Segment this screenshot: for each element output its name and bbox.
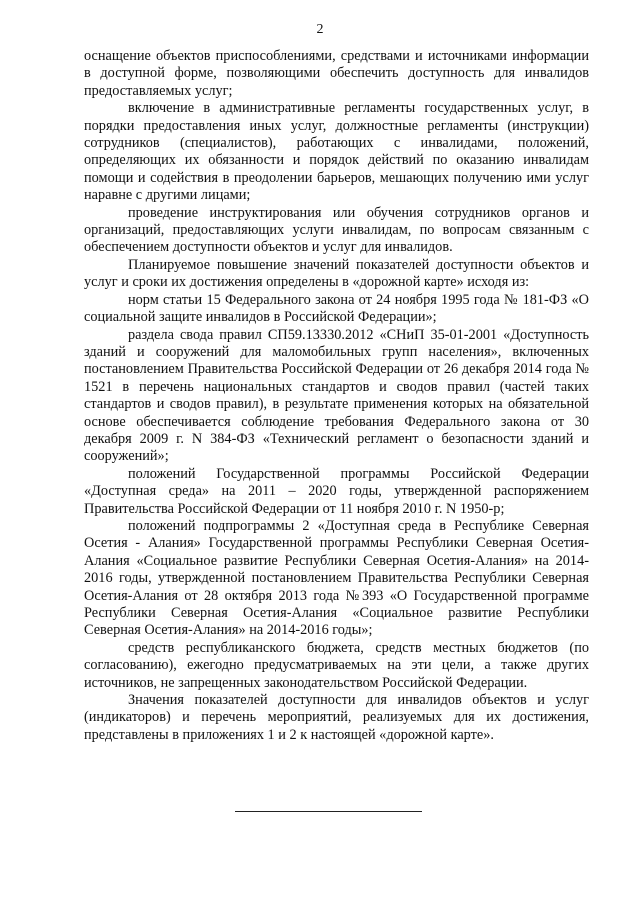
paragraph-building-code-sp59: раздела свода правил СП59.13330.2012 «СНиП 35-01-2001 «Доступность зданий и сооружений для маломобильных групп населения», включенных постановлением Правительства Российской Федерации от 26 декабря 2014 года № 1521 в перечень национальных стандартов и сводов правил (частей таких стандартов и сводов правил), в результате применения которых на обязательной основе обеспечивается соблюдение требования Федерального закона от 30 декабря 2009 г. N 384-ФЗ «Технический регламент о безопасности зданий и сооружений»; (84, 326, 589, 465)
paragraph-federal-law-181: норм статьи 15 Федерального закона от 24 ноября 1995 года № 181-ФЗ «О социальной защите инвалидов в Российской Федерации»; (84, 291, 589, 326)
paragraph-planned-increase: Планируемое повышение значений показателей доступности объектов и услуг и сроки их достижения определены в «дорожной карте» исходя из: (84, 256, 589, 291)
paragraph-appendices-reference: Значения показателей доступности для инвалидов объектов и услуг (индикаторов) и перечень мероприятий, реализуемых для их достижения, представлены в приложениях 1 и 2 к настоящей «дорожной карте». (84, 692, 589, 743)
closing-separator-line (235, 811, 422, 812)
page-number: 2 (316, 22, 324, 37)
paragraph-staff-training: проведение инструктирования или обучения сотрудников органов и организаций, предоставляющих услуги инвалидам, по вопросам связанным с обеспечением доступности объектов и услуг для инвалидов. (84, 204, 589, 256)
paragraph-admin-regulations: включение в административные регламенты государственных услуг, в порядки предоставления иных услуг, должностные регламенты (инструкции) сотрудников (специалистов), работающих с инвалидами, положений, определяющих их обязанности и порядок действий по оказанию инвалидам помощи и содействия в преодолении барьеров, мешающих получению ими услуг наравне с другими лицами; (84, 100, 589, 204)
paragraph-federal-program: положений Государственной программы Российской Федерации «Доступная среда» на 2011 – 2020 годы, утвержденной распоряжением Правительства Российской Федерации от 11 ноября 2010 г. N 1950-р; (84, 465, 589, 517)
paragraph-regional-subprogram: положений подпрограммы 2 «Доступная среда в Республике Северная Осетия - Алания» Государственной программы Республики Северная Осетия-Алания «Социальное развитие Республики Северная Осетия-Алания» на 2014-2016 годы, утвержденной постановлением Правительства Республики Северная Осетия-Алания от 28 октября 2013 года №393 «О Государственной программе Республики Северная Осетия-Алания «Социальное развитие Республики Северная Осетия-Алания» на 2014-2016 годы»; (84, 517, 589, 639)
paragraph-accessibility-equipment: оснащение объектов приспособлениями, средствами и источниками информации в доступной форме, позволяющими обеспечить доступность для инвалидов предоставляемых услуг; (84, 48, 589, 99)
paragraph-funding-sources: средств республиканского бюджета, средств местных бюджетов (по согласованию), ежегодно предусматриваемых на эти цели, а также других источников, не запрещенных законодательством Российской Федерации. (84, 639, 589, 691)
document-body (84, 48, 589, 744)
